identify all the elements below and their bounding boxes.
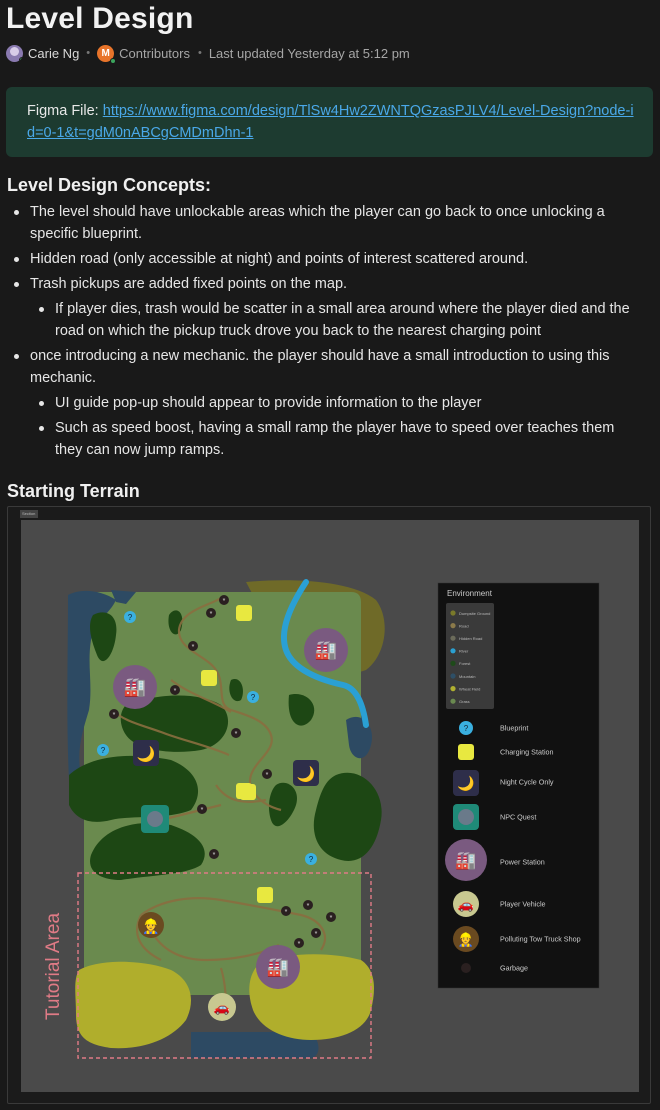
concepts-heading: Level Design Concepts: — [7, 175, 212, 195]
svg-text:👷: 👷 — [457, 932, 475, 947]
page-title: Level Design — [6, 2, 194, 35]
wheat-field — [75, 962, 191, 1049]
swatch-color-icon — [450, 699, 455, 704]
contributors-avatar[interactable] — [97, 45, 114, 62]
map-canvas — [21, 520, 639, 1092]
garbage-glyph: * — [222, 598, 226, 605]
legend-label: Garbage — [500, 963, 528, 973]
charging-station-icon — [236, 605, 252, 621]
garbage-glyph: * — [212, 852, 216, 859]
bullet-icon — [39, 401, 44, 406]
bullet-icon — [14, 354, 19, 359]
swatch-label: Hidden Road — [459, 636, 483, 641]
figma-callout — [6, 87, 653, 157]
svg-text:🚗: 🚗 — [457, 897, 475, 912]
charging-station-icon — [201, 670, 217, 686]
svg-text:🏭: 🏭 — [314, 640, 338, 660]
garbage-glyph: * — [173, 688, 177, 695]
power-station-icon[interactable] — [256, 945, 300, 989]
night-cycle-icon[interactable] — [133, 740, 159, 766]
swatch-label: Dumpsite Ground — [459, 610, 491, 616]
online-status-icon — [19, 57, 23, 62]
online-status-icon — [110, 58, 116, 64]
swatch-color-icon — [450, 686, 455, 691]
garbage-glyph: * — [209, 611, 213, 618]
figma-embed[interactable] — [7, 506, 651, 1104]
legend-label: Charging Station — [500, 747, 554, 757]
svg-text:🚗: 🚗 — [213, 1000, 231, 1015]
svg-text:🏭: 🏭 — [123, 677, 147, 697]
tutorial-area-label: Tutorial Area — [43, 912, 64, 1020]
garbage-glyph: * — [314, 931, 318, 938]
tow-truck-shop-icon[interactable] — [138, 912, 164, 938]
npc-quest-icon[interactable] — [141, 805, 169, 833]
swatch-label: Wheat Field — [459, 686, 481, 692]
bullet-icon — [14, 257, 19, 262]
swatch-color-icon — [450, 648, 455, 653]
swatch-color-icon — [450, 673, 455, 678]
swatch-label: Forest — [459, 661, 471, 667]
forest-region — [69, 756, 198, 822]
player-vehicle-icon — [453, 891, 479, 917]
swatch-color-icon — [450, 661, 455, 666]
swatch-color-icon — [450, 610, 455, 615]
tow-truck-shop-icon — [453, 926, 479, 952]
bullet-icon — [14, 210, 19, 215]
swatch-label: River — [459, 648, 469, 654]
separator-dot-icon: • — [86, 47, 91, 59]
frame-tag: Section — [20, 510, 38, 518]
list-item: If player dies, trash would be scatter in a small area around where the player died and the road on which the pickup truck drove you back to the nearest charging point — [55, 301, 630, 339]
author-avatar[interactable] — [6, 45, 23, 62]
svg-text:?: ? — [463, 724, 469, 733]
garbage-icon — [461, 963, 471, 973]
blueprint-glyph: ? — [127, 613, 133, 622]
player-vehicle-icon[interactable] — [208, 993, 236, 1021]
blueprint-glyph: ? — [100, 746, 106, 755]
legend-label: NPC Quest — [500, 812, 537, 822]
night-cycle-icon[interactable] — [293, 760, 319, 786]
callout-label: Figma File: — [27, 103, 99, 119]
list-item: Hidden road (only accessible at night) and points of interest scattered around. — [30, 251, 529, 267]
blueprint-icon — [459, 721, 473, 735]
svg-text:👷: 👷 — [142, 918, 160, 934]
list-item: once introducing a new mechanic. the player should have a small introduction to using this mechanic. — [30, 348, 610, 386]
night-cycle-icon — [453, 770, 479, 796]
contributors-label[interactable]: Contributors — [119, 45, 190, 61]
bullet-icon — [39, 307, 44, 312]
swatch-label: Road — [459, 623, 469, 629]
svg-text:🏭: 🏭 — [455, 851, 477, 870]
garbage-glyph: * — [329, 915, 333, 922]
environment-swatch-box — [446, 603, 494, 709]
npc-quest-icon — [453, 804, 479, 830]
list-item: The level should have unlockable areas which the player can go back to once unlocking a specific blueprint. — [30, 204, 605, 242]
legend-title: Environment — [447, 589, 492, 598]
svg-text:🏭: 🏭 — [266, 957, 290, 977]
power-station-icon[interactable] — [304, 628, 348, 672]
garbage-glyph: * — [297, 941, 301, 948]
figma-link[interactable]: https://www.figma.com/design/TlSw4Hw2ZWNTQGzasPJLV4/Level-Design?node-id=0-1&t=gdM0nABCgCMDmDhn-1 — [27, 103, 634, 141]
swatch-color-icon — [450, 636, 455, 641]
power-station-icon — [445, 839, 487, 881]
swatch-color-icon — [450, 623, 455, 628]
terrain-map — [21, 520, 639, 1092]
terrain-heading: Starting Terrain — [7, 481, 140, 501]
svg-text:🌙: 🌙 — [296, 766, 316, 783]
last-updated: Last updated Yesterday at 5:12 pm — [208, 45, 410, 61]
swatch-label: Grass — [459, 699, 470, 704]
contributors-initial: M — [101, 47, 110, 59]
list-item: Such as speed boost, having a small ramp the player have to speed over teaches them they can now jump ramps. — [55, 420, 615, 458]
legend-label: Blueprint — [500, 723, 529, 733]
charging-station-icon — [257, 887, 273, 903]
svg-text:🌙: 🌙 — [457, 775, 475, 791]
author-name[interactable]: Carie Ng — [28, 45, 80, 61]
svg-text:🌙: 🌙 — [136, 746, 156, 763]
list-item: Trash pickups are added fixed points on the map. — [30, 276, 348, 292]
garbage-glyph: * — [265, 772, 269, 779]
bullet-icon — [14, 282, 19, 287]
legend-label: Polluting Tow Truck Shop — [500, 934, 581, 944]
charging-station-icon — [240, 784, 256, 800]
blueprint-glyph: ? — [308, 855, 314, 864]
garbage-glyph: * — [306, 903, 310, 910]
garbage-glyph: * — [284, 909, 288, 916]
list-item: UI guide pop-up should appear to provide information to the player — [55, 395, 482, 411]
legend-label: Night Cycle Only — [500, 777, 554, 787]
blueprint-glyph: ? — [250, 693, 256, 702]
garbage-glyph: * — [234, 731, 238, 738]
garbage-glyph: * — [191, 644, 195, 651]
power-station-icon[interactable] — [113, 665, 157, 709]
charging-station-icon — [458, 744, 474, 760]
separator-dot-icon: • — [197, 47, 202, 59]
legend-label: Player Vehicle — [500, 899, 546, 909]
swatch-label: Mountain — [459, 673, 476, 679]
page-meta — [6, 43, 410, 63]
bullet-icon — [39, 426, 44, 431]
legend-label: Power Station — [500, 857, 545, 867]
garbage-glyph: * — [200, 807, 204, 814]
garbage-glyph: * — [112, 712, 116, 719]
legend — [438, 583, 599, 988]
